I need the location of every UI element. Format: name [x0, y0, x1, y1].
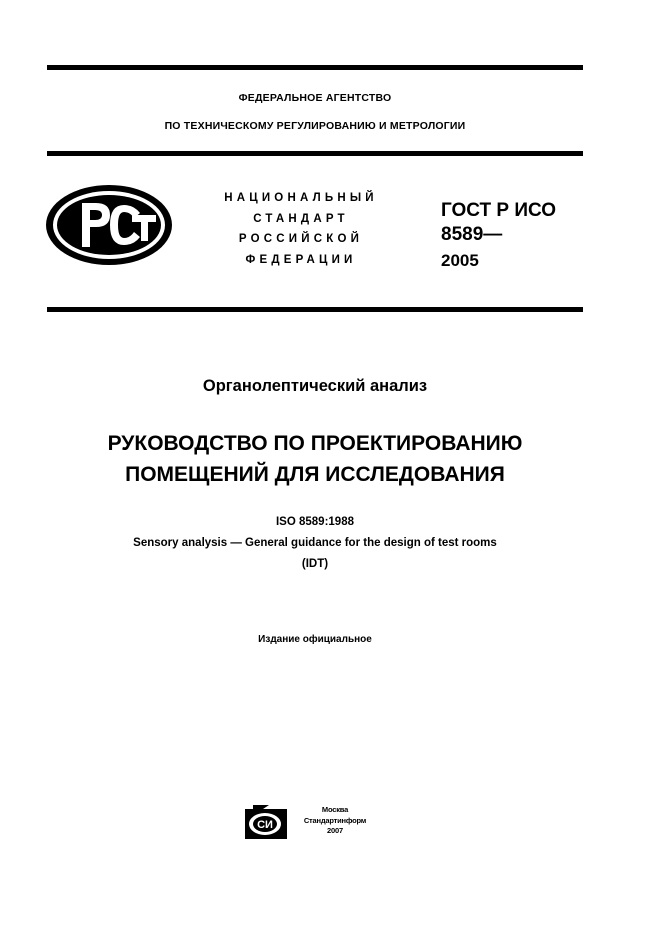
iso-equivalence: (IDT): [301, 558, 329, 570]
publisher-block: [296, 805, 374, 837]
standard-type-line-2: СТАНДАРТ: [253, 212, 349, 225]
publisher-city: Москва: [321, 805, 349, 814]
iso-english-title: Sensory analysis — General guidance for the design of test rooms: [133, 537, 497, 549]
title-line-1: РУКОВОДСТВО ПО ПРОЕКТИРОВАНИЮ: [107, 432, 523, 455]
standard-designation: [441, 199, 591, 275]
rst-logo-icon: [44, 183, 174, 267]
header-rule: [47, 151, 583, 156]
iso-number: ISO 8589:1988: [275, 516, 354, 528]
standartinform-logo-icon: [245, 805, 287, 839]
agency-line-2: ПО ТЕХНИЧЕСКОМУ РЕГУЛИРОВАНИЮ И МЕТРОЛОГИИ: [164, 120, 466, 132]
publisher-year: 2007: [327, 826, 343, 835]
designation-line-3: 2005: [441, 251, 479, 270]
iso-reference: [47, 512, 583, 575]
publisher-logo-text: СИ: [257, 819, 273, 831]
standard-type-line-4: ФЕДЕРАЦИИ: [245, 253, 357, 266]
edition-label: Издание официальное: [258, 634, 372, 645]
designation-line-1: ГОСТ Р ИСО: [441, 200, 557, 221]
standard-type: [196, 188, 406, 270]
title-line-2: ПОМЕЩЕНИЙ ДЛЯ ИССЛЕДОВАНИЯ: [125, 463, 505, 486]
standard-type-line-3: РОССИЙСКОЙ: [238, 233, 364, 245]
header-bottom-rule: [47, 307, 583, 312]
document-subtitle: Органолептический анализ: [202, 377, 428, 395]
designation-line-2: 8589—: [441, 224, 503, 245]
agency-line-1: ФЕДЕРАЛЬНОЕ АГЕНТСТВО: [238, 92, 392, 104]
top-rule: [47, 65, 583, 70]
publisher-name: Стандартинформ: [303, 815, 367, 825]
standard-type-line-1: НАЦИОНАЛЬНЫЙ: [224, 192, 378, 204]
document-title: [47, 428, 583, 490]
